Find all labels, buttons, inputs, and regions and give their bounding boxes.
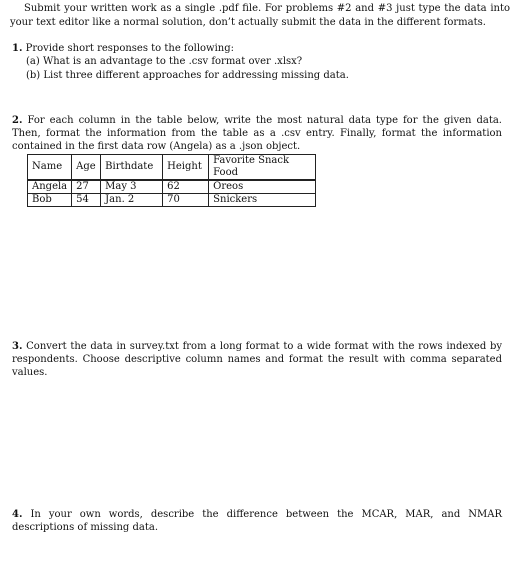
question-1-part-b: (b) List three different approaches for addressing missing data. bbox=[26, 70, 349, 81]
question-2-text: For each column in the table below, write the most natural data type for the given data. Then, format the information from the table as a .csv entry. Finally, format the information contained in the first data row (Angela) as a .json object. bbox=[12, 115, 502, 152]
table-header-cell: Age bbox=[72, 155, 101, 181]
table-cell: Jan. 2 bbox=[101, 194, 163, 207]
instructions-intro: Submit your written work as a single .pdf file. For problems #2 and #3 just type the data into your text editor like a normal solution, don’t actually submit the data in the different formats. bbox=[10, 3, 510, 28]
table-row bbox=[28, 180, 316, 194]
table-cell: Bob bbox=[28, 194, 72, 207]
question-1 bbox=[12, 42, 502, 83]
table-row bbox=[28, 194, 316, 207]
table-cell: Snickers bbox=[209, 194, 316, 207]
question-4-number: 4. bbox=[12, 509, 23, 520]
question-3 bbox=[12, 340, 502, 379]
question-2-number: 2. bbox=[12, 115, 23, 126]
table-cell: Angela bbox=[28, 180, 72, 194]
table-header-cell: Birthdate bbox=[101, 155, 163, 181]
table-cell: 27 bbox=[72, 180, 101, 194]
question-4 bbox=[12, 508, 502, 534]
question-2 bbox=[12, 114, 502, 153]
table-cell: May 3 bbox=[101, 180, 163, 194]
data-table bbox=[27, 154, 316, 207]
table-header-cell: Name bbox=[28, 155, 72, 181]
table-cell: 70 bbox=[163, 194, 209, 207]
table-header-cell: Height bbox=[163, 155, 209, 181]
table-cell: 62 bbox=[163, 180, 209, 194]
question-3-text: Convert the data in survey.txt from a long format to a wide format with the rows indexed by respondents. Choose descriptive column names and format the result with comma separated values. bbox=[12, 341, 502, 378]
question-1-part-a: (a) What is an advantage to the .csv format over .xlsx? bbox=[26, 56, 303, 67]
table-header-cell: Favorite Snack Food bbox=[209, 155, 316, 181]
question-3-number: 3. bbox=[12, 341, 23, 352]
question-4-text: In your own words, describe the difference between the MCAR, MAR, and NMAR descriptions of missing data. bbox=[12, 509, 503, 533]
table-cell: Oreos bbox=[209, 180, 316, 194]
table-cell: 54 bbox=[72, 194, 101, 207]
question-1-text: Provide short responses to the following: bbox=[25, 43, 235, 54]
table-header-row bbox=[28, 155, 316, 181]
question-1-number: 1. bbox=[12, 43, 23, 54]
